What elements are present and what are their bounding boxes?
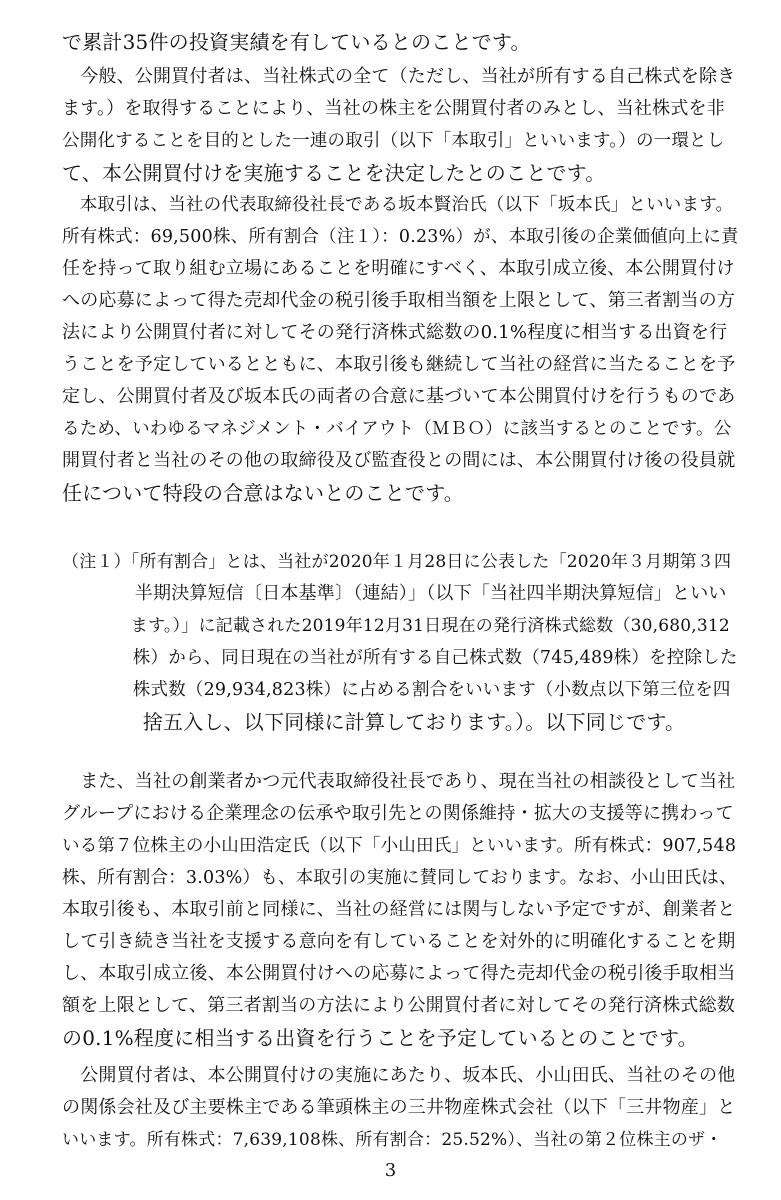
text-line: 定し、公開買付者及び坂本氏の両者の合意に基づいて本公開買付けを行うものであ: [62, 386, 736, 407]
footnote-line: ます。）」に記載された2019年12月31日現在の発行済株式総数（30,680,312: [62, 616, 730, 636]
text-line: また、当社の創業者かつ元代表取締役社長であり、現在当社の相談役として当社: [62, 771, 736, 792]
text-line: 本取引は、当社の代表取締役社長である坂本賢治氏（以下「坂本氏」といいます。: [62, 195, 734, 215]
text-line: 公開化することを目的とした一連の取引（以下「本取引」といいます。）の一環とし: [62, 131, 725, 151]
text-line: して引き続き当社を支援する意向を有していることを対外的に明確化することを期: [62, 931, 736, 952]
footnote-line: 捨五入し、以下同様に計算しております。）。以下同じです。: [62, 710, 686, 734]
text-line: し、本取引成立後、本公開買付けへの応募によって得た売却代金の税引後手取相当: [62, 963, 736, 984]
text-line: 開買付者と当社のその他の取締役及び監査役との間には、本公開買付け後の役員就: [62, 450, 736, 471]
text-line: うことを予定しているとともに、本取引後も継続して当社の経営に当たることを予: [62, 354, 736, 375]
text-line: の関係会社及び主要株主である筆頭株主の三井物産株式会社（以下「三井物産」と: [62, 1097, 736, 1118]
text-line: への応募によって得た売却代金の税引後手取相当額を上限として、第三者割当の方: [62, 290, 736, 311]
text-line: 本取引後も、本取引前と同様に、当社の経営には関与しない予定ですが、創業者と: [62, 899, 736, 920]
text-line: で累計35件の投資実績を有しているとのことです。: [62, 30, 531, 54]
text-line: 株、所有割合：3.03%）も、本取引の実施に賛同しております。なお、小山田氏は、: [62, 868, 737, 888]
footnote-line: 半期決算短信〔日本基準〕（連結）」（以下「当社四半期決算短信」といい: [62, 583, 727, 604]
text-line: 公開買付者は、本公開買付けの実施にあたり、坂本氏、小山田氏、当社のその他: [62, 1065, 736, 1086]
text-line: るため、いわゆるマネジメント・バイアウト（ＭＢＯ）に該当するとのことです。公: [62, 419, 732, 439]
text-line: て、本公開買付けを実施することを決定したとのことです。: [62, 161, 606, 185]
text-line: ます。）を取得することにより、当社の株主を公開買付者のみとし、当社株式を非: [62, 98, 725, 119]
text-line: 所有株式：69,500株、所有割合（注１）：0.23%）が、本取引後の企業価値向上に責: [62, 227, 739, 247]
footnote-line: 株式数（29,934,823株）に占める割合をいいます（小数点以下第三位を四: [62, 680, 731, 700]
text-line: 任を持って取り組む立場にあることを明確にすべく、本取引成立後、本公開買付け: [62, 258, 735, 279]
text-line: グループにおける企業理念の伝承や取引先との関係維持・拡大の支援等に携わって: [62, 803, 734, 824]
text-line: 額を上限として、第三者割当の方法により公開買付者に対してその発行済株式総数: [62, 995, 736, 1016]
text-line: いいます。所有株式：7,639,108株、所有割合：25.52%）、当社の第２位株主のザ・: [62, 1130, 723, 1150]
text-line: 任について特段の合意はないとのことです。: [62, 481, 464, 505]
page-number: 3: [384, 1160, 397, 1181]
text-line: の0.1%程度に相当する出資を行うことを予定しているとのことです。: [62, 1026, 698, 1050]
footnote-line: （注１）「所有割合」とは、当社が2020年１月28日に公表した「2020年３月期第３四: [62, 552, 732, 572]
text-line: 今般、公開買付者は、当社株式の全て（ただし、当社が所有する自己株式を除き: [62, 66, 736, 87]
footnote-line: 株）から、同日現在の当社が所有する自己株式数（745,489株）を控除した: [62, 648, 738, 668]
text-line: いる第７位株主の小山田浩定氏（以下「小山田氏」といいます。所有株式：907,548: [62, 836, 737, 856]
text-line: 法により公開買付者に対してその発行済株式総数の0.1%程度に相当する出資を行: [62, 322, 728, 343]
